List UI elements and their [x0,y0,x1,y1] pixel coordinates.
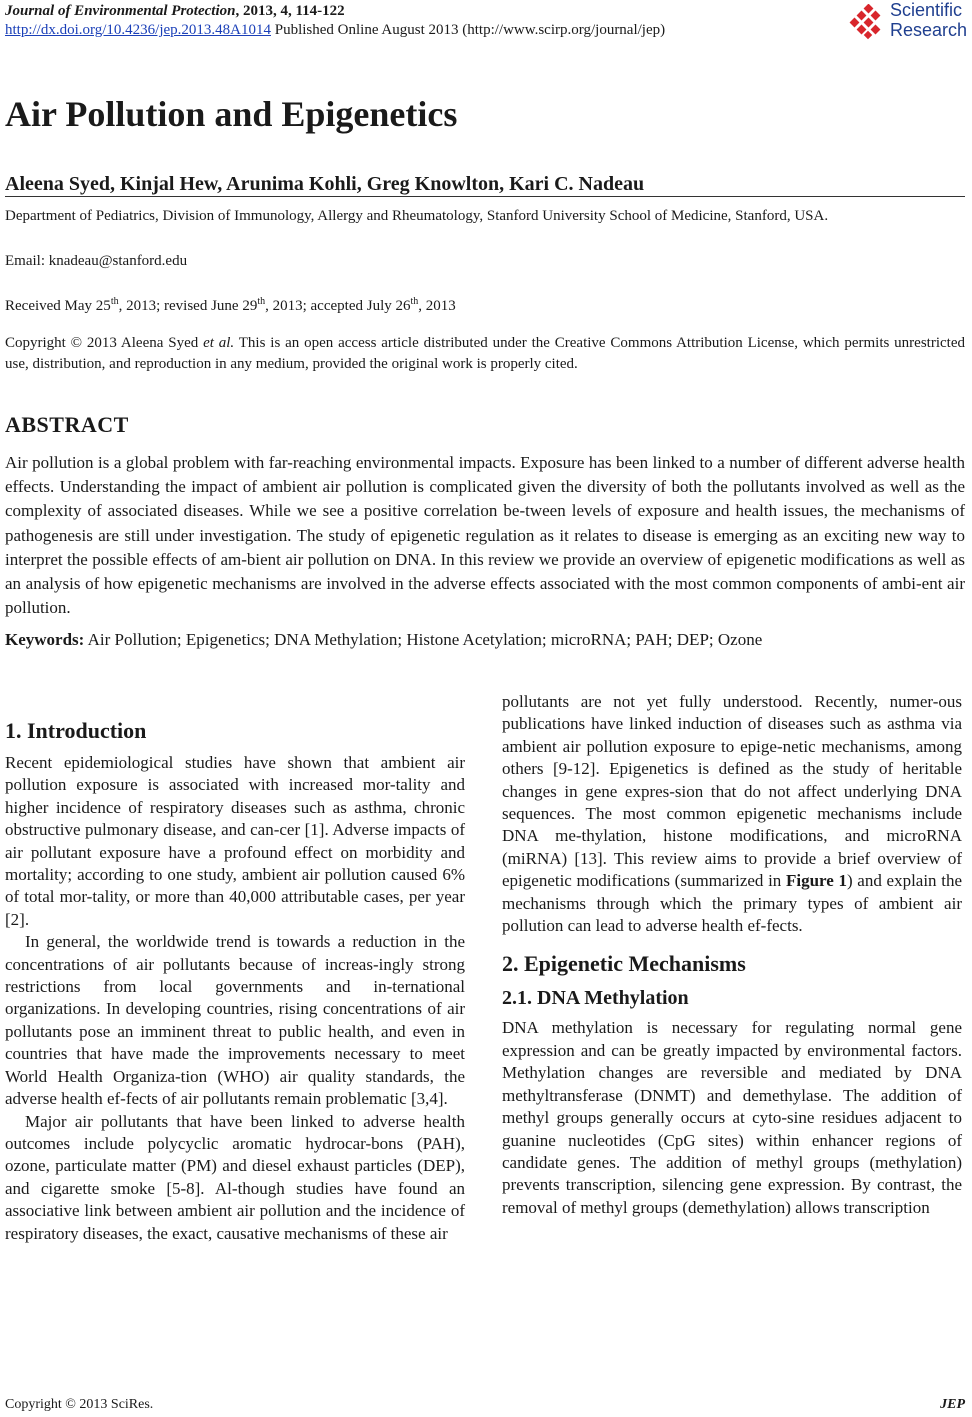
keywords-label: Keywords: [5,630,85,649]
article-title: Air Pollution and Epigenetics [5,94,458,134]
article-dates [5,292,456,316]
footer-copyright: Copyright © 2013 SciRes. [5,1397,154,1412]
journal-name: Journal of Environmental Protection [5,3,236,19]
received-date: Received May 25 [5,298,111,314]
intro-paragraph-1: Recent epidemiological studies have shown that ambient air pollution exposure is associated with increased mor-tality and higher incidence of respiratory diseases such as asthma, chronic obstructive pulmonary disease, and can-cer [1]. Adverse impacts of air pollutant exposure have a profound effect on morbidity and mortality; according to one study, ambient air pollution caused 6% of total mor-tality, or more than 40,000 attributable cases, per year [2]. [5,753,465,929]
subsection-heading-dna-methylation: 2.1. DNA Methylation [502,987,689,1010]
publisher-logo-line2: Research [890,20,968,40]
abstract-heading: ABSTRACT [5,412,129,437]
section-heading-epigenetic-mechanisms: 2. Epigenetic Mechanisms [502,951,746,977]
journal-volume: , 2013, 4, 114-122 [235,3,345,19]
accepted-date-sup: th [410,296,419,307]
affiliation: Department of Pediatrics, Division of Immunology, Allergy and Rheumatology, Stanford University School of Medicine, Stanford, USA. [5,208,829,224]
doi-line [5,21,665,40]
license-note-etal: et al. [203,335,235,351]
doi-link[interactable]: http://dx.doi.org/10.4236/jep.2013.48A1014 [5,22,271,38]
license-note-part1: Copyright © 2013 Aleena Syed [5,335,204,351]
intro-paragraph-3-continued [502,691,962,937]
figure-1-reference[interactable]: Figure 1 [785,871,847,891]
accepted-date: , 2013; accepted July 26 [265,298,411,314]
intro-continued-text-end: ) and explain the mechanisms through which the primary types of ambient air pollution can lead to adverse health ef-fects. [502,871,962,936]
journal-citation [5,2,345,21]
intro-paragraph-2: In general, the worldwide trend is towards a reduction in the concentrations of air pollutants because of increas-ingly strong restrictions from local governments and in-ternational organizations. In developing countries, rising concentrations of air pollutants pose an imminent threat to public health, and even in countries that have made the improvements necessary to meet World Health Organiza-tion (WHO) air quality standards, the adverse health ef-fects of air pollutants remain problematic [3,4]. [5,932,465,1109]
revised-date-sup: th [257,296,266,307]
license-note-part2: This is an open access article distributed under the Creative Commons Attribution License, which permits unrestricted use, distribution, and reproduction in any medium, provided the original work is properly cited. [5,335,965,372]
revised-date: , 2013; revised June 29 [118,298,258,314]
keywords-list: Air Pollution; Epigenetics; DNA Methylation; Histone Acetylation; microRNA; PAH; DEP; Ozone [84,630,763,649]
left-column [5,718,465,1245]
intro-paragraph-3: Major air pollutants that have been linked to adverse health outcomes include polycyclic aromatic hydrocar-bons (PAH), ozone, particulate matter (PM) and diesel exhaust particles (DEP), and cigarette smoke [5-8]. Al-though studies have found an associative link between ambient air pollution and the incidence of respiratory diseases, the exact, causative mechanisms of these air [5,1111,465,1243]
publisher-logo-line1: Scientific [890,0,963,20]
received-date-sup: th [110,296,119,307]
intro-continued-text: pollutants are not yet fully understood. Recently, numer-ous publications have linked induction of diseases such as asthma via ambient air pollution exposure to epige-netic mechanisms, among others [9-12]. Epigenetics is defined as the study of heritable changes in gene expres-sion that do not affect underlying DNA sequences. The most common epigenetic mechanisms include DNA me-thylation, histone modifications, and microRNA (miRNA) [13]. This review aims to provide a brief overview of epigenetic modifications (summarized in [502,692,962,891]
keywords [5,628,762,652]
publisher-logo [848,0,970,44]
abstract-text: Air pollution is a global problem with far-reaching environmental impacts. Exposure has been linked to a number of different adverse health effects. Understanding the impact of ambient air pollution is complicated given the diversity of both the pollutants involved as well as the complexity of associated diseases. While we see a positive correlation be-tween levels of exposure and health issues, the mechanisms of pathogenesis are still under investigation. The study of epigenetic regulation as it relates to disease is emerging as an exciting new way to interpret the possible effects of am-bient air pollution on DNA. In this review we provide an overview of epigenetic modifications as well as an analysis of how epigenetic mechanisms are involved in the adverse effects associated with the most common components of ambi-ent air pollution. [5,453,965,618]
right-column [502,691,962,1219]
dna-methylation-paragraph: DNA methylation is necessary for regulating normal gene expression and can be greatly impacted by environmental factors. Methylation changes are reversible and mediated by DNA methyltransferase (DNMT) and demethylase. The addition of methyl groups generally occurs at cyto-sine residues adjacent to guanine nucleotides (CpG sites) within enhancer regions of candidate genes. The addition of methyl groups (methylation) prevents transcription, silencing gene expression. By contrast, the removal of methyl groups (demethylation) allows transcription [502,1018,962,1217]
footer-journal-abbrev: JEP [940,1397,965,1412]
publisher-logo-text [890,0,967,40]
section-heading-introduction: 1. Introduction [5,718,147,743]
scientific-research-logo-icon [848,4,886,40]
contact-email: Email: knadeau@stanford.edu [5,253,188,269]
article-authors: Aleena Syed, Kinjal Hew, Arunima Kohli, Greg Knowlton, Kari C. Nadeau [5,173,645,195]
dates-suffix: , 2013 [418,298,456,314]
published-note: Published Online August 2013 (http://www.scirp.org/journal/jep) [270,22,666,38]
license-note [5,333,965,375]
title-divider [5,196,965,197]
